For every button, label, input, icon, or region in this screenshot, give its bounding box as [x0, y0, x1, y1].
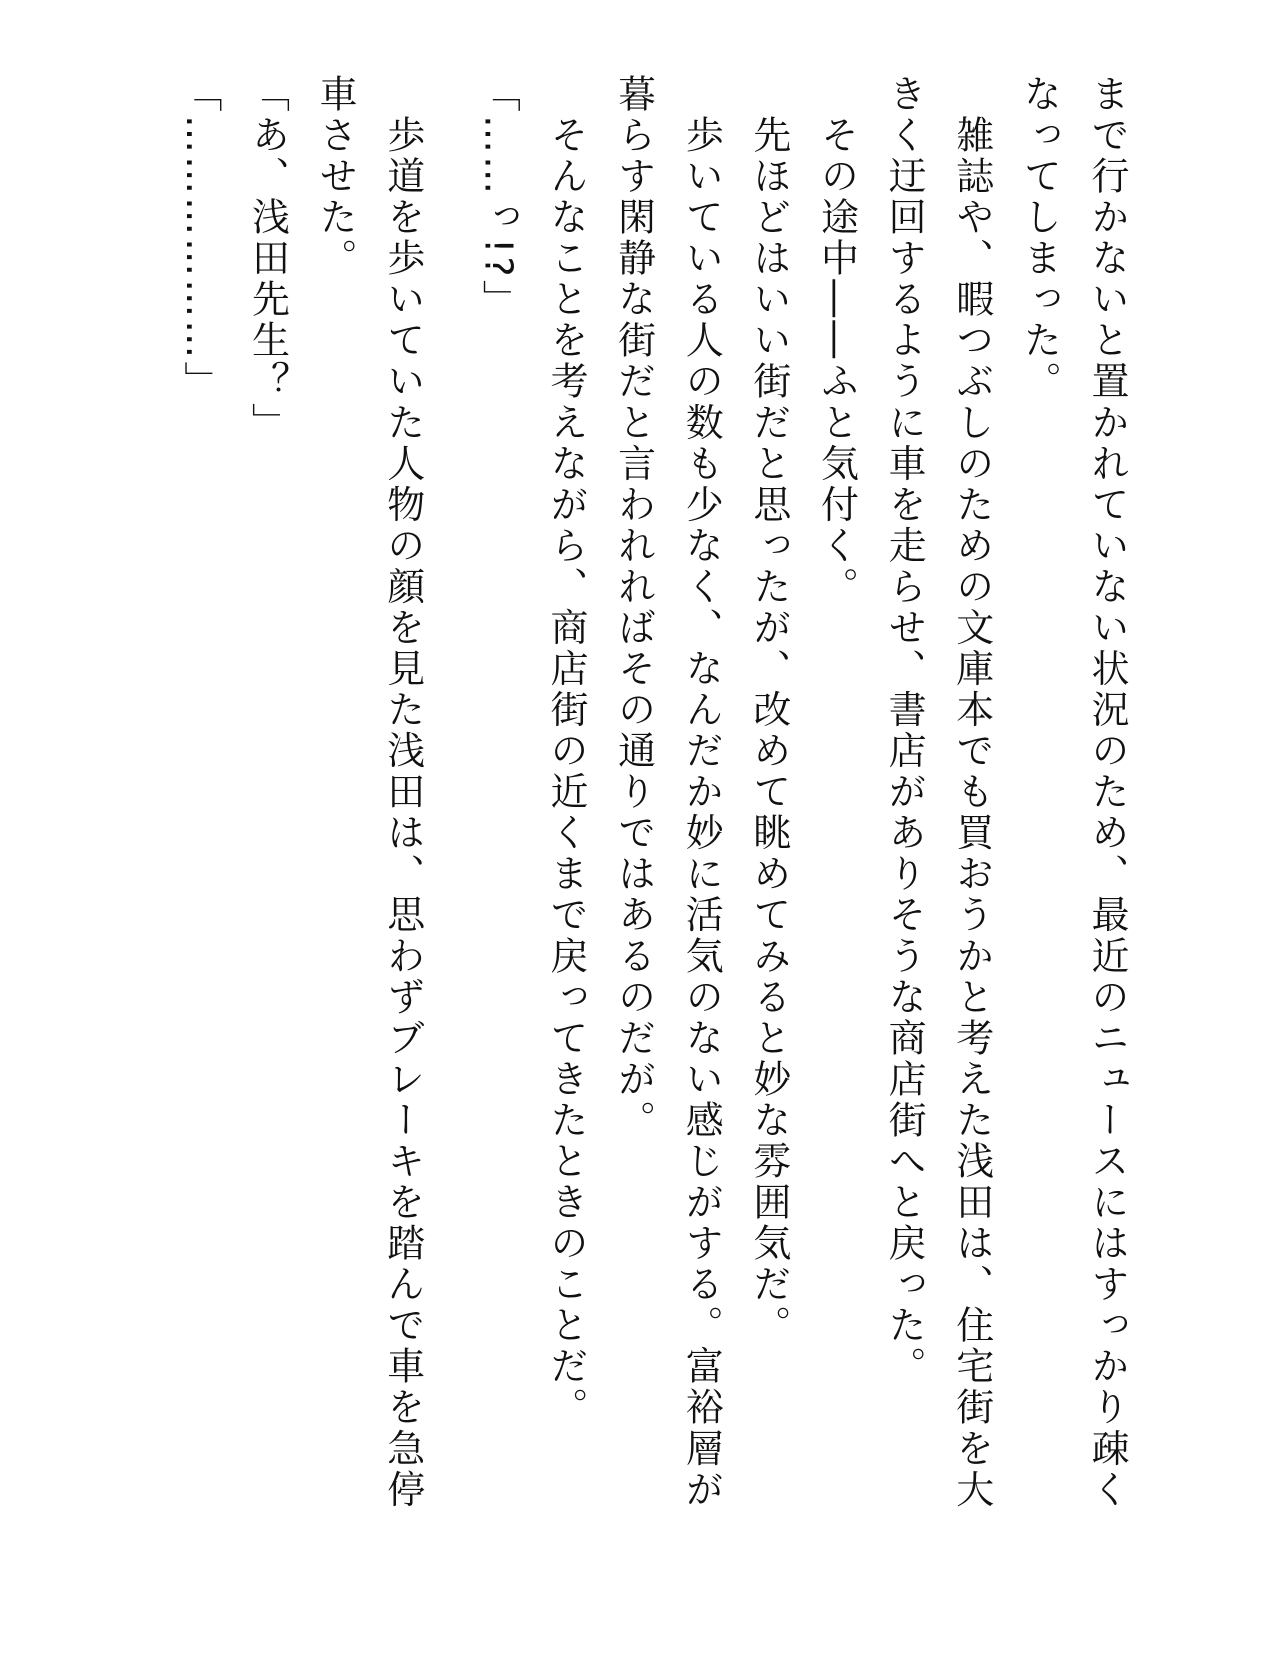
text-line: 雑誌や、暇つぶしのための文庫本でも買おうかと考えた浅田は、住宅街を大 — [949, 74, 994, 1511]
text-line: 先ほどはいい街だと思ったが、改めて眺めてみると妙な雰囲気だ。 — [746, 74, 791, 1347]
text-line: 車させた。 — [313, 74, 358, 280]
text-line: なってしまった。 — [1017, 74, 1062, 403]
text-line: その途中――ふと気付く。 — [814, 74, 859, 608]
text-line: 「……っ!?」 — [476, 74, 521, 321]
paragraph-spacer — [436, 74, 464, 1604]
text-line: 歩いている人の数も少なく、なんだか妙に活気のない感じがする。富裕層が — [679, 74, 724, 1511]
text-line: まで行かないと置かれていない状況のため、最近のニュースにはすっかり疎く — [1085, 74, 1129, 1511]
text-line: そんなことを考えながら、商店街の近くまで戻ってきたときのことだ。 — [544, 74, 588, 1429]
text-line: 「あ、浅田先生？」 — [245, 74, 290, 444]
text-line: 「………………」 — [177, 74, 222, 403]
text-line: 暮らす閑静な街だと言われればその通りではあるのだが。 — [611, 74, 656, 1142]
text-line: 歩道を歩いていた人物の顔を見た浅田は、思わずブレーキを踏んで車を急停 — [380, 74, 425, 1511]
vertical-text-block — [100, 74, 1140, 1604]
text-line: きく迂回するように車を走らせ、書店がありそうな商店街へと戻った。 — [882, 74, 927, 1388]
